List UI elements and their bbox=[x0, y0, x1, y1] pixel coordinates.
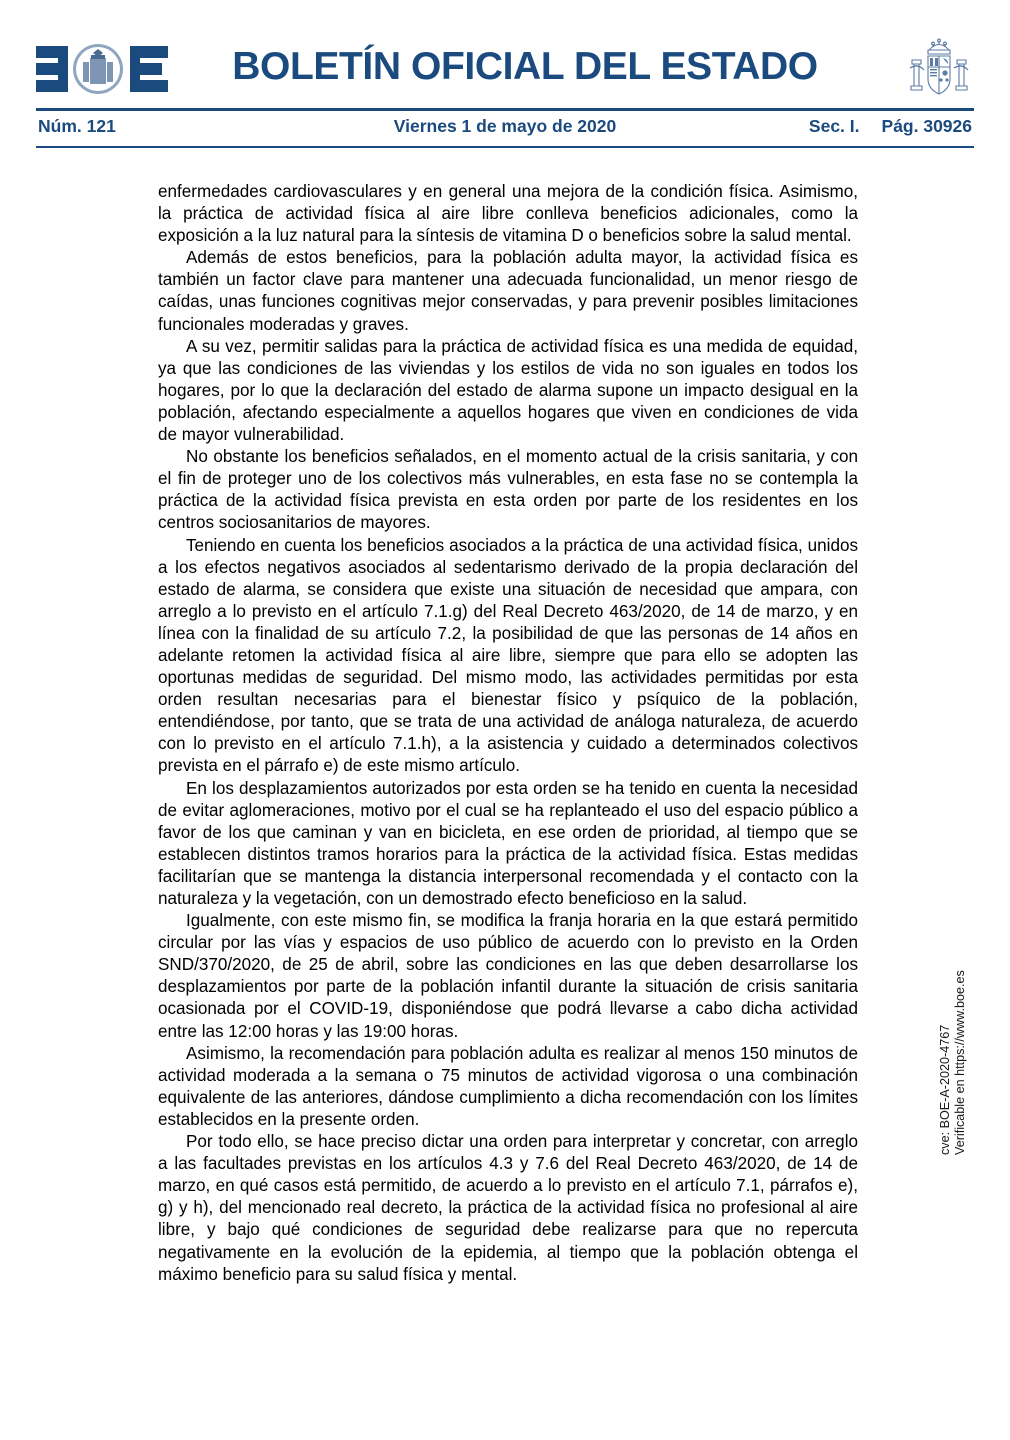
paragraph: Igualmente, con este mismo fin, se modifica la franja horaria en la que estará permitido circular por las vías y espacios de uso público de acuerdo con lo previsto en la Orden SND/370/2020, de 25 de abril, sobre las condiciones en las que deben desarrollarse los desplazamientos por parte de la población infantil durante la situación de crisis sanitaria ocasionada por el COVID-19, disponiéndose que podrá llevarse a cabo dicha actividad entre las 12:00 horas y las 19:00 horas. bbox=[158, 911, 858, 1041]
side-verification-block bbox=[938, 935, 972, 1155]
verifiable-url-label: Verificable en https://www.boe.es bbox=[953, 970, 967, 1155]
paragraph: Asimismo, la recomendación para población adulta es realizar al menos 150 minutos de actividad moderada a la semana o 75 minutos de actividad vigorosa o una combinación equivalente de las anteriores, dándose cumplimiento a dicha recomendación con los límites establecidos en la presente orden. bbox=[158, 1043, 858, 1129]
header-rule-bottom bbox=[36, 146, 974, 148]
paragraph: No obstante los beneficios señalados, en el momento actual de la crisis sanitaria, y con el fin de proteger uno de los colectivos más vulnerables, en esta fase no se contempla la práctica de la actividad física prevista en esta orden por parte de los residentes en los centros sociosanitarios de mayores. bbox=[158, 447, 858, 533]
paragraph: A su vez, permitir salidas para la práctica de actividad física es una medida de equidad, ya que las condiciones de las viviendas y los estilos de vida no son iguales en todos los hogares, por lo que la declaración del estado de alarma supone un impacto desigual en la población, afectando especialmente a aquellos hogares que viven en condiciones de vida de mayor vulnerabilidad. bbox=[158, 336, 858, 445]
spanish-coat-of-arms bbox=[906, 33, 972, 105]
paragraph: En los desplazamientos autorizados por esta orden se ha tenido en cuenta la necesidad de evitar aglomeraciones, motivo por el cual se ha replanteado el uso del espacio público a favor de los que caminan y van en bicicleta, en ese orden de prioridad, al tiempo que se establecen distintos tramos horarios para la práctica de la actividad física. Estas medidas facilitarían que se mantenga la distancia interpersonal recomendada y el contacto con la naturaleza y la vegetación, con un demostrado efecto beneficioso en la salud. bbox=[158, 778, 858, 908]
boe-logo bbox=[36, 40, 168, 98]
page-title: BOLETÍN OFICIAL DEL ESTADO bbox=[232, 45, 818, 88]
header-rule-top bbox=[36, 108, 974, 111]
section-and-page bbox=[809, 116, 972, 137]
page-number-label: Pág. 30926 bbox=[881, 116, 972, 136]
cve-label: cve: BOE-A-2020-4767 bbox=[938, 1024, 952, 1155]
paragraph: Por todo ello, se hace preciso dictar una orden para interpretar y concretar, con arreglo a las facultades previstas en los artículos 4.3 y 7.6 del Real Decreto 463/2020, de 14 de marzo, en qué casos está permitido, de acuerdo a lo previsto en el artículo 7.1, párrafos e), g) y h), del mencionado real decreto, la práctica de la actividad física no profesional al aire libre, y bajo qué condiciones de seguridad debe realizarse para que no repercuta negativamente en la evolución de la epidemia, al tiempo que la población obtenga el máximo beneficio para su salud física y mental. bbox=[158, 1132, 858, 1284]
issue-date: Viernes 1 de mayo de 2020 bbox=[393, 116, 617, 136]
issue-number: Núm. 121 bbox=[38, 116, 116, 136]
section-label: Sec. I. bbox=[808, 116, 860, 136]
side-verification-columns bbox=[938, 970, 972, 1155]
masthead bbox=[0, 0, 1010, 108]
paragraph: Además de estos beneficios, para la población adulta mayor, la actividad física es también un factor clave para mantener una adecuada funcionalidad, un menor riesgo de caídas, unas funciones cognitivas mejor conservadas, y para prevenir posibles limitaciones funcionales moderadas y graves. bbox=[158, 248, 858, 334]
paragraph: Teniendo en cuenta los beneficios asociados a la práctica de una actividad física, unidos a los efectos negativos asociados al sedentarismo derivado de la propia declaración del estado de alarma, se considera que existe una situación de necesidad que ampara, con arreglo a lo previsto en el artículo 7.1.g) del Real Decreto 463/2020, de 14 de marzo, y en línea con la finalidad de su artículo 7.2, la posibilidad de que las personas de 14 años en adelante retomen la actividad física al aire libre, siempre que para ello se adopten las oportunas medidas de seguridad. Del mismo modo, las actividades permitidas por esta orden resultan necesarias para el bienestar físico y psíquico de la población, entendiéndose, por tanto, que se trata de una actividad de análoga naturaleza, de acuerdo con lo previsto en el artículo 7.1.h), a la asistencia y cuidado a determinados colectivos prevista en el párrafo e) de este mismo artículo. bbox=[158, 535, 858, 776]
paragraph: enfermedades cardiovasculares y en general una mejora de la condición física. Asimismo, la práctica de actividad física al aire libre conlleva beneficios adicionales, como la exposición a la luz natural para la síntesis de vitamina D o beneficios sobre la salud mental. bbox=[158, 182, 858, 246]
document-body bbox=[158, 181, 858, 1286]
info-bar bbox=[36, 113, 974, 143]
